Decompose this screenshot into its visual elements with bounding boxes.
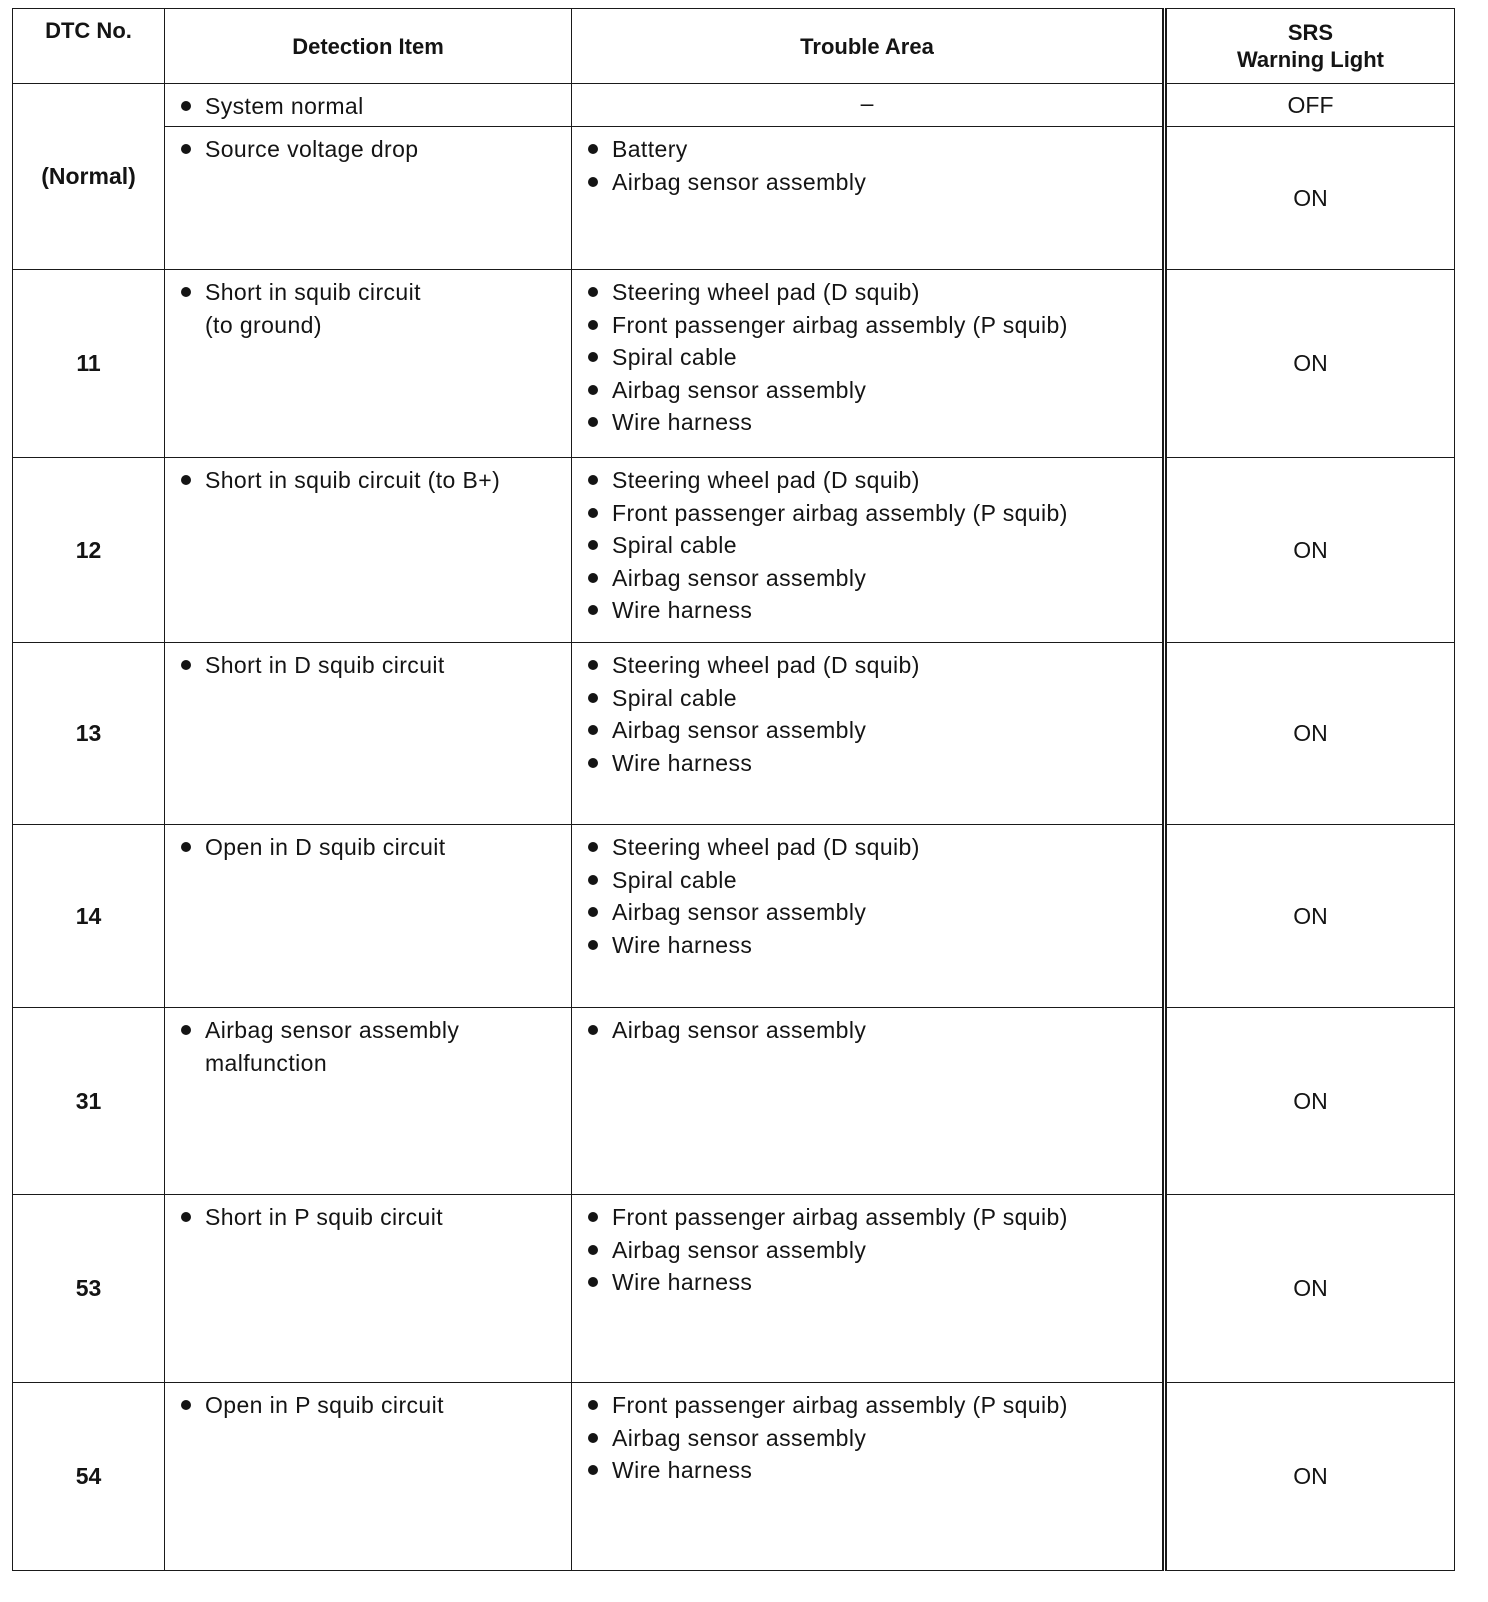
table-row <box>13 1383 1455 1571</box>
trouble-area-item: Steering wheel pad (D squib) <box>586 464 1162 497</box>
trouble-area-item: Spiral cable <box>586 682 1162 715</box>
warning-light-cell: OFF <box>1165 84 1455 127</box>
table-row <box>13 1195 1455 1383</box>
trouble-area-item: Spiral cable <box>586 529 1162 562</box>
dtc-cell: 13 <box>13 643 165 825</box>
trouble-area-item: Battery <box>586 133 1162 166</box>
header-srs-line2: Warning Light <box>1236 47 1385 72</box>
trouble-area-item: Airbag sensor assembly <box>586 1234 1162 1267</box>
trouble-area-cell <box>572 127 1165 270</box>
warning-light-cell: ON <box>1165 458 1455 643</box>
detection-item: Short in squib circuit (to ground) <box>179 276 571 341</box>
detection-item-cell <box>165 825 572 1008</box>
table-row <box>13 1008 1455 1195</box>
trouble-area-cell <box>572 270 1165 458</box>
dtc-cell: 14 <box>13 825 165 1008</box>
trouble-area-item: Wire harness <box>586 594 1162 627</box>
table-row <box>13 643 1455 825</box>
header-row <box>13 9 1455 84</box>
dtc-cell-normal: (Normal) <box>13 84 165 270</box>
trouble-area-item: Wire harness <box>586 747 1162 780</box>
warning-light-cell: ON <box>1165 643 1455 825</box>
detection-item: Short in squib circuit (to B+) <box>179 464 571 497</box>
detection-item-cell <box>165 127 572 270</box>
warning-light-cell: ON <box>1165 127 1455 270</box>
trouble-area-item: Airbag sensor assembly <box>586 166 1162 199</box>
trouble-area-cell <box>572 1195 1165 1383</box>
trouble-area-item: Wire harness <box>586 929 1162 962</box>
trouble-area-cell <box>572 1383 1165 1571</box>
detection-item-cell <box>165 270 572 458</box>
warning-light-cell: ON <box>1165 1195 1455 1383</box>
header-detection-item: Detection Item <box>165 9 572 84</box>
warning-light-cell: ON <box>1165 1008 1455 1195</box>
header-dtc-no: DTC No. <box>13 9 165 84</box>
detection-item-cell <box>165 1008 572 1195</box>
trouble-area-item: Spiral cable <box>586 864 1162 897</box>
table-row-normal-2 <box>13 127 1455 270</box>
table-row <box>13 270 1455 458</box>
trouble-area-item: Steering wheel pad (D squib) <box>586 649 1162 682</box>
trouble-area-item: Airbag sensor assembly <box>586 1014 1162 1047</box>
trouble-area-item: Airbag sensor assembly <box>586 1422 1162 1455</box>
trouble-area-cell <box>572 825 1165 1008</box>
dtc-cell: 54 <box>13 1383 165 1571</box>
detection-item: System normal <box>179 90 571 123</box>
table-row <box>13 458 1455 643</box>
detection-item-cell <box>165 1383 572 1571</box>
trouble-area-item: Wire harness <box>586 1266 1162 1299</box>
trouble-area-item: Spiral cable <box>586 341 1162 374</box>
detection-item: Airbag sensor assembly malfunction <box>179 1014 571 1079</box>
table-row-normal-1 <box>13 84 1455 127</box>
dtc-cell: 31 <box>13 1008 165 1195</box>
table-row <box>13 825 1455 1008</box>
trouble-area-item: Wire harness <box>586 406 1162 439</box>
trouble-area-item: Airbag sensor assembly <box>586 896 1162 929</box>
warning-light-cell: ON <box>1165 825 1455 1008</box>
detection-item-cell <box>165 643 572 825</box>
trouble-area-item: Front passenger airbag assembly (P squib) <box>586 309 1162 342</box>
trouble-area-item: Wire harness <box>586 1454 1162 1487</box>
detection-item-cell <box>165 458 572 643</box>
detection-item: Short in P squib circuit <box>179 1201 571 1234</box>
trouble-area-item: Front passenger airbag assembly (P squib) <box>586 1201 1162 1234</box>
trouble-area-cell <box>572 1008 1165 1195</box>
trouble-area-cell: – <box>572 84 1165 127</box>
trouble-area-item: Front passenger airbag assembly (P squib) <box>586 497 1162 530</box>
trouble-area-item: Front passenger airbag assembly (P squib) <box>586 1389 1162 1422</box>
detection-item: Short in D squib circuit <box>179 649 571 682</box>
detection-item: Open in D squib circuit <box>179 831 571 864</box>
dtc-cell: 12 <box>13 458 165 643</box>
header-trouble-area: Trouble Area <box>572 9 1165 84</box>
dtc-table <box>12 8 1455 1571</box>
trouble-area-item: Airbag sensor assembly <box>586 714 1162 747</box>
detection-item: Open in P squib circuit <box>179 1389 571 1422</box>
detection-item-cell <box>165 84 572 127</box>
trouble-area-item: Airbag sensor assembly <box>586 562 1162 595</box>
trouble-area-item: Steering wheel pad (D squib) <box>586 831 1162 864</box>
dtc-cell: 53 <box>13 1195 165 1383</box>
warning-light-cell: ON <box>1165 1383 1455 1571</box>
detection-item: Source voltage drop <box>179 133 571 166</box>
trouble-area-item: Airbag sensor assembly <box>586 374 1162 407</box>
header-srs-warning-light <box>1165 9 1455 84</box>
dtc-cell: 11 <box>13 270 165 458</box>
trouble-area-cell <box>572 458 1165 643</box>
header-srs-line1: SRS <box>1287 20 1334 45</box>
detection-item-cell <box>165 1195 572 1383</box>
trouble-area-cell <box>572 643 1165 825</box>
warning-light-cell: ON <box>1165 270 1455 458</box>
trouble-area-item: Steering wheel pad (D squib) <box>586 276 1162 309</box>
